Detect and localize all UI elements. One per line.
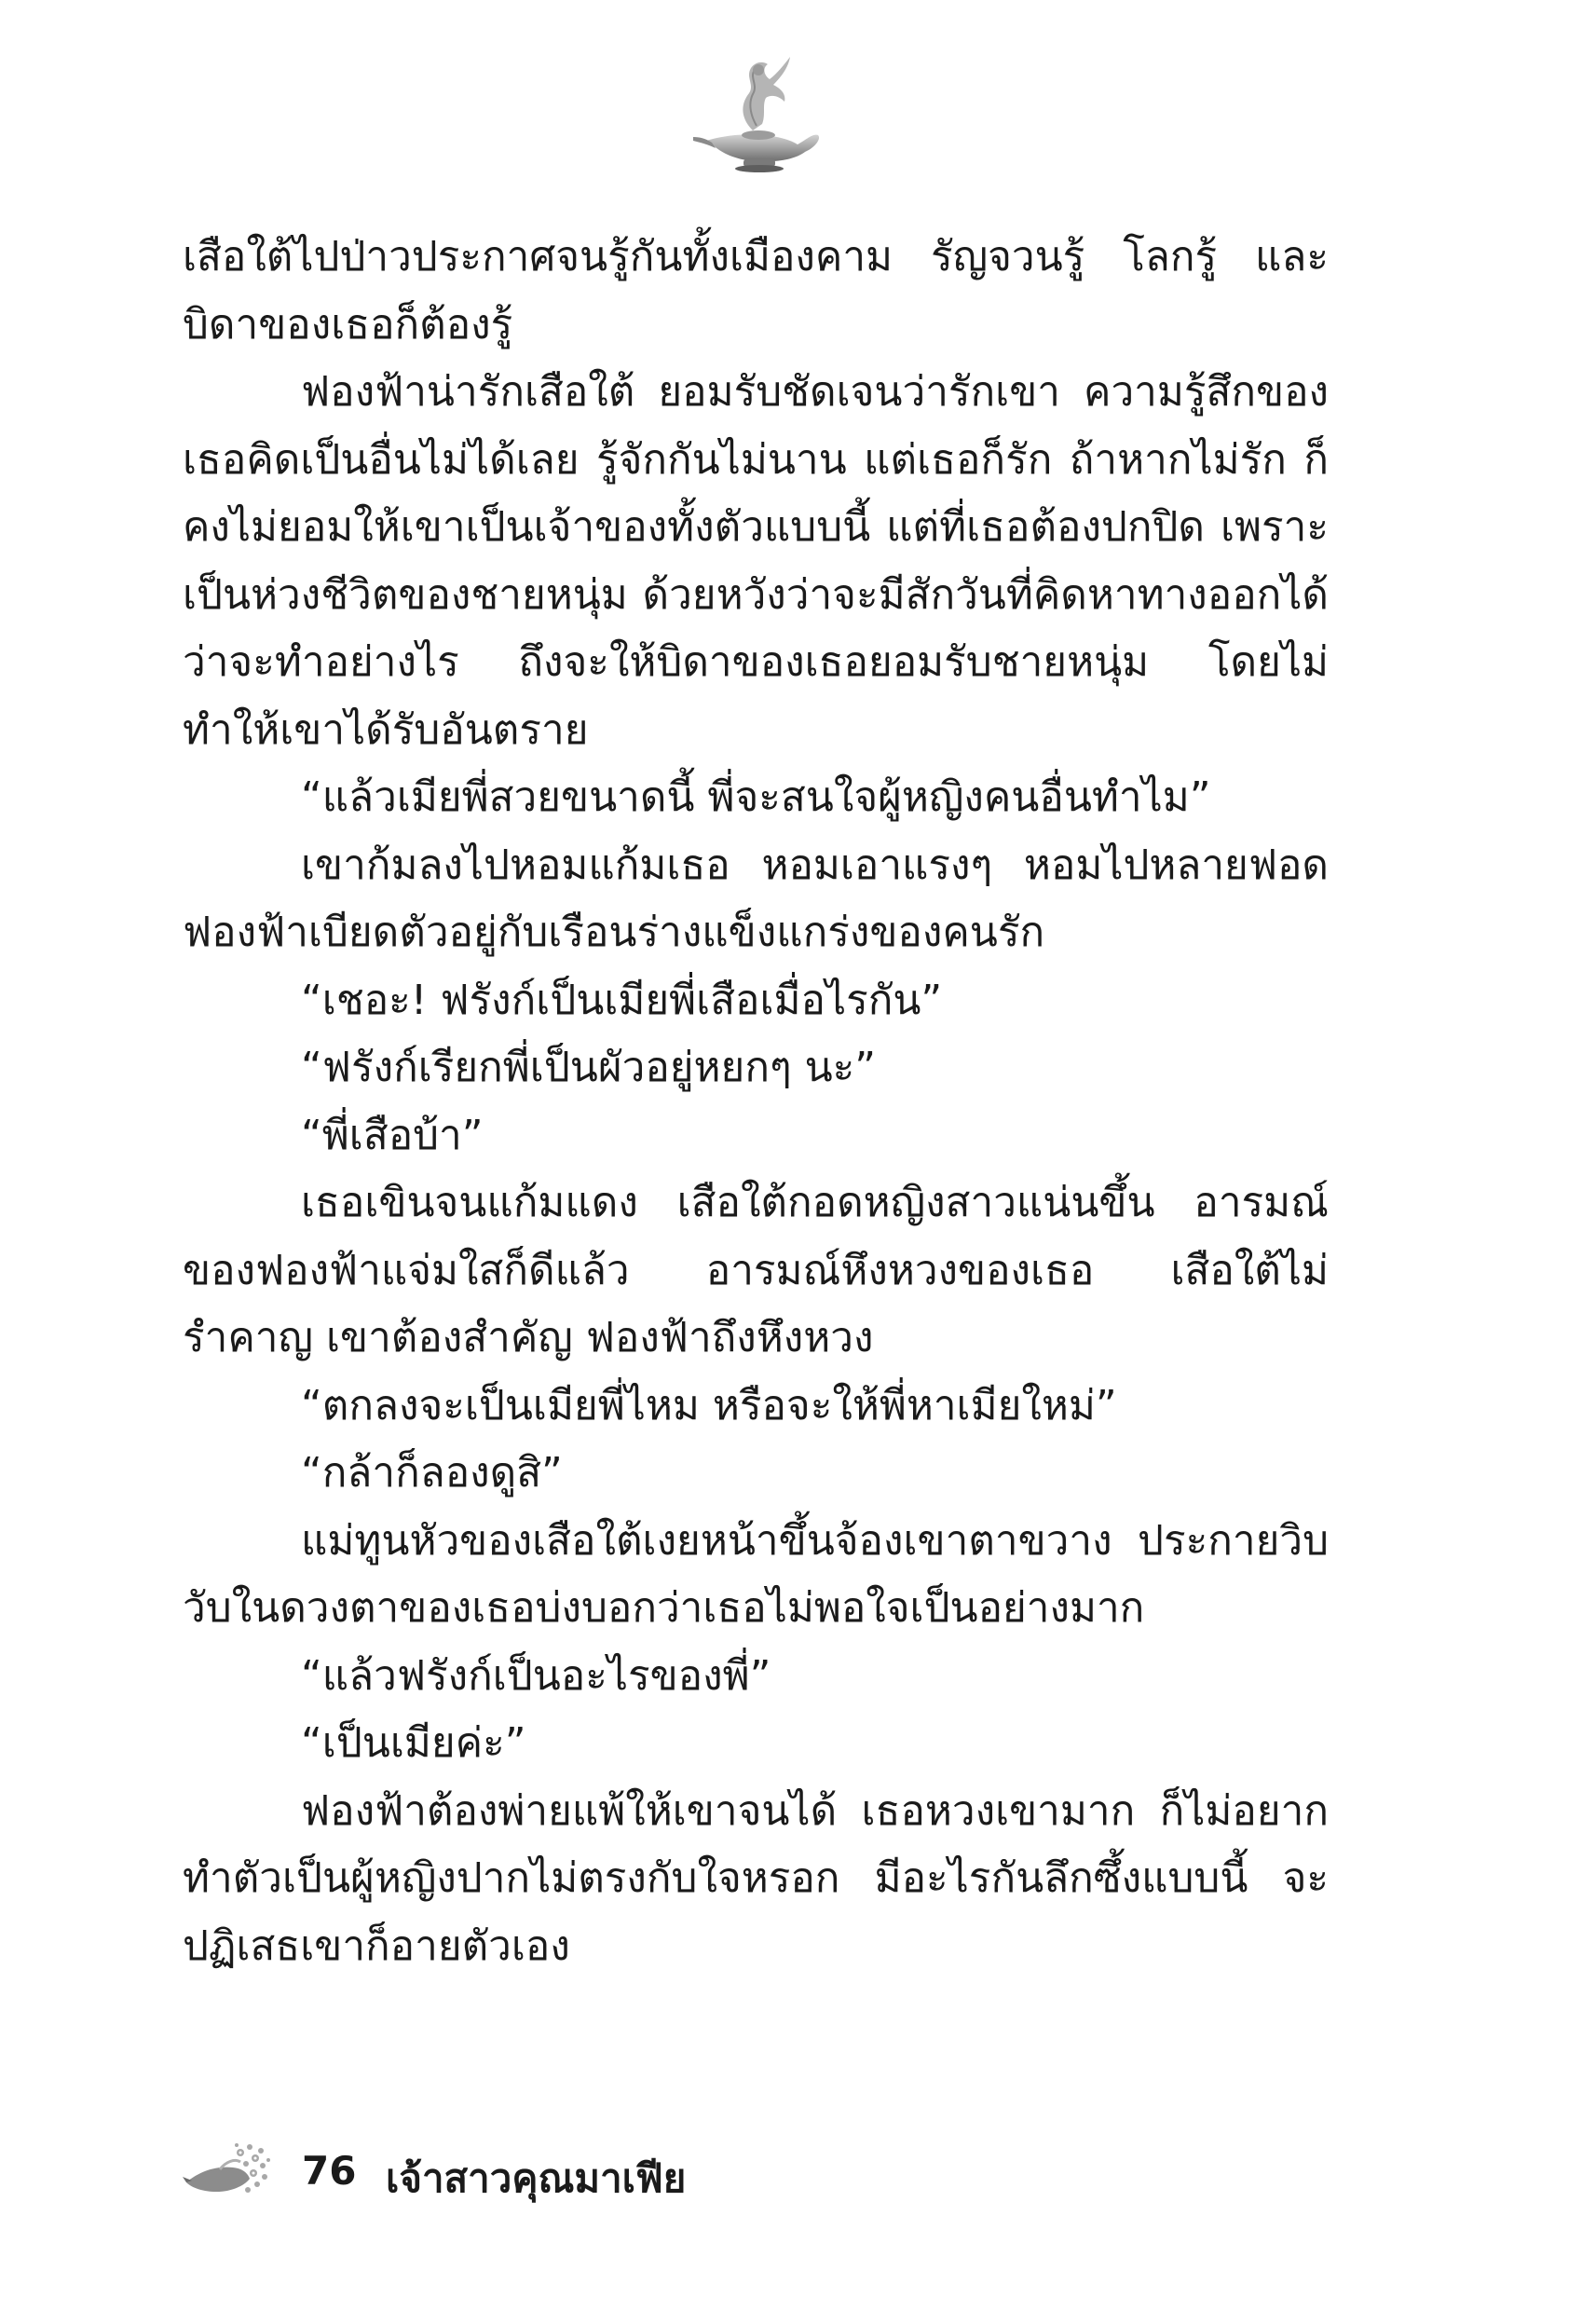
dialogue-line: “พี่เสือบ้า” — [301, 1111, 484, 1159]
dialogue-line: “เป็นเมียค่ะ” — [301, 1719, 526, 1767]
paragraph: ฟองฟ้าต้องพ่ายแพ้ให้เขาจนได้ เธอหวงเขามาก ก็ไม่อยากทำตัวเป็นผู้หญิงปากไม่ตรงกับใจหรอก มีอะไรกันลึกซึ้งแบบนี้ จะปฏิเสธเขาก็อายตัวเอง — [183, 1786, 1329, 1970]
paragraph: แม่ทูนหัวของเสือใต้เงยหน้าขึ้นจ้องเขาตาขวาง ประกายวิบวับในดวงตาของเธอบ่งบอกว่าเธอไม่พอใจเป็นอย่างมาก — [183, 1516, 1329, 1632]
paragraph: เขาก้มลงไปหอมแก้มเธอ หอมเอาแรงๆ หอมไปหลายฟอดฟองฟ้าเบียดตัวอยู่กับเรือนร่างแข็งแกร่งของคนรัก — [183, 841, 1329, 956]
dialogue-line: “ตกลงจะเป็นเมียพี่ไหม หรือจะให้พี่หาเมียใหม่” — [301, 1381, 1117, 1429]
page-number: 76 — [302, 2148, 357, 2194]
dialogue-line: “กล้าก็ลองดูสิ” — [301, 1449, 563, 1497]
page-footer — [183, 2134, 1021, 2218]
genie-lamp-icon — [688, 51, 827, 172]
dialogue-line: “เชอะ! ฟรังก์เป็นเมียพี่เสือเมื่อไรกัน” — [301, 976, 943, 1024]
paragraph: ฟองฟ้าน่ารักเสือใต้ ยอมรับชัดเจนว่ารักเขา ความรู้สึกของเธอคิดเป็นอื่นไม่ได้เลย รู้จักกันไม่นาน แต่เธอก็รัก ถ้าหากไม่รัก ก็คงไม่ยอมให้เขาเป็นเจ้าของทั้งตัวแบบนี้ แต่ที่เธอต้องปกปิด เพราะเป็นห่วงชีวิตของชายหนุ่ม ด้วยหวังว่าจะมีสักวันที่คิดหาทางออกได้ว่าจะทำอย่างไร ถึงจะให้บิดาของเธอยอมรับชายหนุ่ม โดยไม่ทำให้เขาได้รับอันตราย — [183, 368, 1329, 754]
dialogue-line: “ฟรังก์เรียกพี่เป็นผัวอยู่หยกๆ นะ” — [301, 1044, 877, 1091]
dialogue-line: “แล้วฟรังก์เป็นอะไรของพี่” — [301, 1651, 771, 1700]
story-text — [183, 224, 1329, 1980]
paragraph: เธอเขินจนแก้มแดง เสือใต้กอดหญิงสาวแน่นขึ้น อารมณ์ของฟองฟ้าแจ่มใสก็ดีแล้ว อารมณ์หึงหวงของเธอ เสือใต้ไม่รำคาญ เขาต้องสำคัญ ฟองฟ้าถึงหึงหวง — [183, 1179, 1329, 1361]
paragraph: เสือใต้ไปป่าวประกาศจนรู้กันทั้งเมืองคาม รัญจวนรู้ โลกรู้ และบิดาของเธอก็ต้องรู้ — [183, 233, 1329, 349]
book-title: เจ้าสาวคุณมาเฟีย — [386, 2155, 687, 2201]
feathered-fish-ornament-icon — [183, 2134, 276, 2208]
dialogue-line: “แล้วเมียพี่สวยขนาดนี้ พี่จะสนใจผู้หญิงคนอื่นทำไม” — [301, 773, 1211, 821]
